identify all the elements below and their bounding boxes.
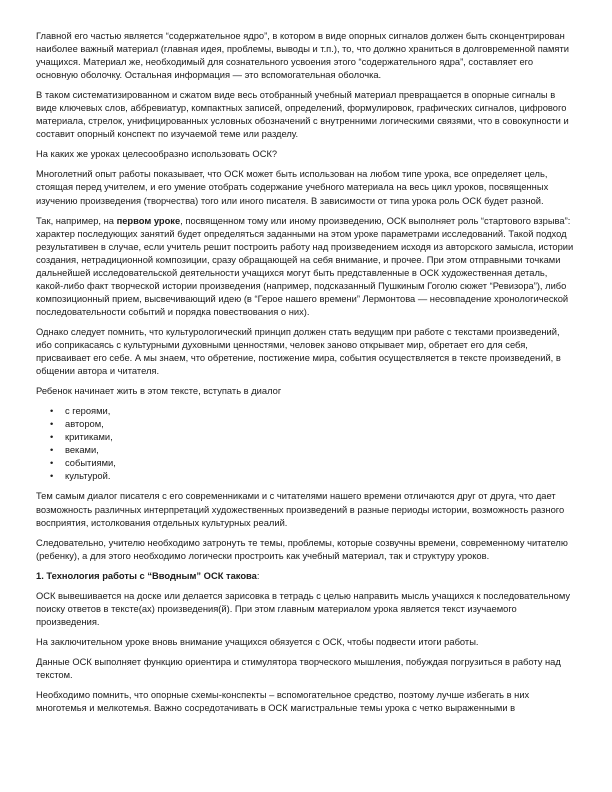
list-item-text: веками, bbox=[65, 445, 99, 456]
paragraph: В таком систематизированном и сжатом виде весь отобранный учебный материал превращается в опорные сигналы в виде ключевых слов, аббревиатур, компактных записей, определений, формулировок, графических сигналов, цифрового материала, стрелок, унифицированных условных обозначений с внутренними логическими связями, что в совокупности и составит опорный конспект по изучаемой теме или разделу. bbox=[36, 90, 569, 140]
list-item bbox=[36, 457, 576, 470]
list-item bbox=[36, 444, 576, 457]
list-item bbox=[36, 431, 576, 444]
paragraph: На каких же уроках целесообразно использовать ОСК? bbox=[36, 149, 278, 160]
list-item-text: критиками, bbox=[65, 432, 113, 443]
list-item-text: автором, bbox=[65, 419, 104, 430]
document-page bbox=[36, 30, 576, 722]
heading-bold: 1. Технология работы с “Вводным” ОСК такова bbox=[36, 570, 257, 581]
paragraph: Многолетний опыт работы показывает, что ОСК может быть использован на любом типе урока, все определяет цель, стоящая перед учителем, и его умение отобрать содержание учебного материала на весь цикл уроков, посвященных изучению произведения (творчества) того или иного писателя. В зависимости от типа урока роль ОСК будет разной. bbox=[36, 169, 549, 206]
paragraph: На заключительном уроке вновь внимание учащихся обязуется с ОСК, чтобы подвести итоги работы. bbox=[36, 636, 479, 647]
paragraph: Тем самым диалог писателя с его современниками и с читателями нашего времени отличаются друг от друга, что дает возможность различных интерпретаций художественных произведений в разные периоды истории, возможность разного восприятия, истолкования отдельных культурных реалий. bbox=[36, 491, 565, 528]
dialog-list bbox=[36, 405, 576, 483]
bullet-icon: • bbox=[50, 458, 54, 469]
list-item-text: событиями, bbox=[65, 458, 116, 469]
bullet-icon: • bbox=[50, 432, 54, 443]
paragraph: Ребенок начинает жить в этом тексте, вступать в диалог bbox=[36, 386, 282, 397]
paragraph-first-lesson bbox=[36, 215, 576, 319]
bullet-icon: • bbox=[50, 471, 54, 482]
paragraph: Необходимо помнить, что опорные схемы-конспекты – вспомогательное средство, поэтому лучше избегать в них многотемья и мелкотемья. Важно сосредотачивать в ОСК магистральные темы урока с четко выраженными в bbox=[36, 690, 530, 714]
list-item bbox=[36, 405, 576, 418]
paragraph: Главной его частью является “содержательное ядро”, в котором в виде опорных сигналов должен быть сконцентрирован наиболее важный материал (главная идея, проблемы, выводы и т.п.), то, что должно храниться в долговременной памяти учащихся. Материал же, необходимый для сознательного усвоения этого “содержательного ядра”, составляет его основную оболочку. Остальная информация — это вспомогательная оболочка. bbox=[36, 31, 569, 81]
section-heading bbox=[36, 570, 576, 583]
text-span: , посвященном тому или иному произведению, ОСК выполняет роль “стартового взрыва”: характер последующих занятий будет определяться заданными на этом уроке параметрами исследований. Такой подход результативен в случае, если учитель решит построить работу над произведением исходя из авторского замысла, истории создания, нетрадиционной композиции, сразу обращающей на себя внимание, и прочее. При этом отправными точками дальнейшей исследовательской деятельности учащихся могут быть представленные в ОСК художественная деталь, какой-либо факт творческой истории произведения (например, подсказанный Пушкиным Гоголю сюжет “Ревизора”), либо композиционный прием, высвечивающий идею (в “Герое нашего времени” Лермонтова — несовпадение хронологической последовательности событий и порядка повествования о них). bbox=[36, 215, 574, 317]
list-item bbox=[36, 470, 576, 483]
bullet-icon: • bbox=[50, 445, 54, 456]
bullet-icon: • bbox=[50, 419, 54, 430]
list-item-text: культурой. bbox=[65, 471, 111, 482]
heading-colon: : bbox=[256, 570, 260, 581]
paragraph: Данные ОСК выполняет функцию ориентира и стимулятора творческого мышления, побуждая погрузиться в работу над текстом. bbox=[36, 656, 561, 680]
bullet-icon: • bbox=[50, 406, 54, 417]
list-item-text: с героями, bbox=[65, 406, 111, 417]
paragraph: Следовательно, учителю необходимо затронуть те темы, проблемы, которые созвучны времени, современному читателю (ребенку), а для этого необходимо логически простроить как учебный материал, так и структуру уроков. bbox=[36, 537, 568, 561]
paragraph: Однако следует помнить, что культурологический принцип должен стать ведущим при работе с текстами произведений, ибо соприкасаясь с культурными духовными ценностями, человек заново открывает мир, обретает его для себя, присваивает его себе. А мы знаем, что обретение, постижение мира, события осуществляется в тексте произведений, в общении автора и читателя. bbox=[36, 326, 561, 377]
bold-text: первом уроке bbox=[116, 215, 181, 226]
list-item bbox=[36, 418, 576, 431]
text-span: Так, например, на bbox=[36, 215, 117, 226]
paragraph: ОСК вывешивается на доске или делается зарисовка в тетрадь с целью направить мысль учащихся к последовательному поиску ответов в тексте(ах) произведения(й). При этом главным материалом урока является текст изучаемого произведения. bbox=[36, 590, 571, 627]
